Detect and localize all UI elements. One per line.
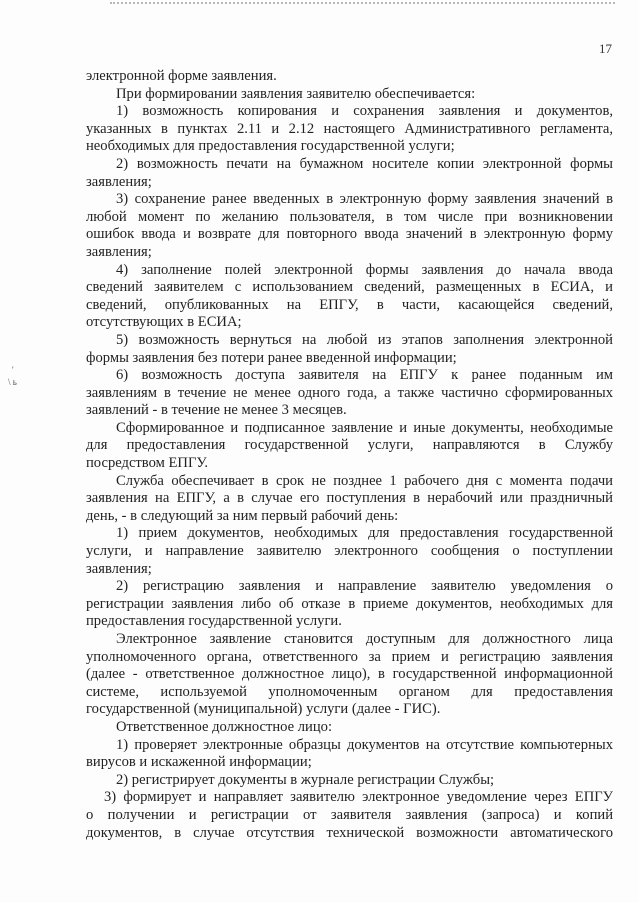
scan-top-edge <box>110 2 615 7</box>
text-line: 1) прием документов, необходимых для предоставления государственной <box>116 525 613 542</box>
margin-mark: ' <box>12 365 14 375</box>
text-line: регистрации заявления либо об отказе в приеме документов, необходимых для <box>86 595 613 612</box>
text-line: электронной форме заявления. <box>86 68 277 84</box>
text-line: Ответственное должностное лицо: <box>116 718 332 735</box>
text-line: необходимых для предоставления государственной услуги; <box>86 138 455 155</box>
text-line: любой момент по желанию пользователя, в том числе при возникновении <box>86 208 613 225</box>
text-line: Служба обеспечивает в срок не позднее 1 рабочего дня с момента подачи <box>116 472 613 489</box>
text-line: (далее - ответственное должностное лицо), в государственной информационной <box>86 666 613 683</box>
text-line: Электронное заявление становится доступным для должностного лица <box>116 631 613 647</box>
text-line: 2) регистрацию заявления и направление заявителю уведомления о <box>116 578 613 595</box>
text-line: сведений заявителем с использованием сведений, размещенных в ЕСИА, и <box>86 279 613 296</box>
text-line: заявлений - в течение не менее 3 месяцев. <box>86 402 347 419</box>
body-text <box>86 68 613 842</box>
text-line: заявления; <box>86 560 152 577</box>
text-line: формы заявления без потери ранее введенной информации; <box>86 349 457 366</box>
text-line: заявлениям в течение не менее одного года, а также частично сформированных <box>86 384 613 401</box>
text-line: сведений, опубликованных на ЕПГУ, в части, касающейся сведений, <box>86 296 613 313</box>
text-line: предоставления государственной услуги. <box>86 613 342 630</box>
text-line: государственной (муниципальной) услуги (далее - ГИС). <box>86 701 441 718</box>
text-line: заявления; <box>86 173 152 190</box>
text-line: для предоставления государственной услуги, направляются в Службу <box>86 437 613 454</box>
text-line: 2) регистрирует документы в журнале регистрации Службы; <box>116 771 495 788</box>
text-line: документов, в случае отсутствия технической возможности автоматического <box>86 824 613 841</box>
text-line: 5) возможность вернуться на любой из этапов заполнения электронной <box>116 331 613 348</box>
text-line: 3) формирует и направляет заявителю электронное уведомление через ЕПГУ <box>104 789 613 806</box>
text-line: При формировании заявления заявителю обеспечивается: <box>116 85 476 102</box>
text-line: указанных в пунктах 2.11 и 2.12 настоящего Административного регламента, <box>86 120 613 137</box>
text-line: ошибок ввода и возврате для повторного ввода значений в электронную форму <box>86 226 613 243</box>
text-line: о получении и регистрации от заявителя заявления (запроса) и копий <box>86 806 613 823</box>
text-line: 6) возможность доступа заявителя на ЕПГУ к ранее поданным им <box>116 367 613 384</box>
text-line: 1) проверяет электронные образцы документов на отсутствие компьютерных <box>116 736 613 753</box>
text-line: заявления на ЕПГУ, а в случае его поступления в нерабочий или праздничный <box>86 490 613 507</box>
text-line: 3) сохранение ранее введенных в электронную форму заявления значений в <box>116 191 613 208</box>
text-line: 1) возможность копирования и сохранения заявления и документов, <box>116 103 613 120</box>
text-line: вирусов и искаженной информации; <box>86 754 312 771</box>
text-line: 4) заполнение полей электронной формы заявления до начала ввода <box>116 261 613 278</box>
text-line: посредством ЕПГУ. <box>86 455 208 472</box>
margin-mark: \ ь <box>8 377 17 387</box>
text-line: уполномоченного органа, ответственного за прием и регистрацию заявления <box>86 648 613 665</box>
text-line: услуги, и направление заявителю электронного сообщения о поступлении <box>86 543 613 560</box>
text-line: 2) возможность печати на бумажном носителе копии электронной формы <box>116 155 613 172</box>
text-line: отсутствующих в ЕСИА; <box>86 314 242 331</box>
text-line: Сформированное и подписанное заявление и иные документы, необходимые <box>116 419 613 436</box>
text-line: системе, используемой уполномоченным органом для предоставления <box>86 683 613 700</box>
page-number: 17 <box>599 41 612 56</box>
text-line: день, - в следующий за ним первый рабочий день: <box>86 507 399 524</box>
text-line: заявления; <box>86 243 152 260</box>
